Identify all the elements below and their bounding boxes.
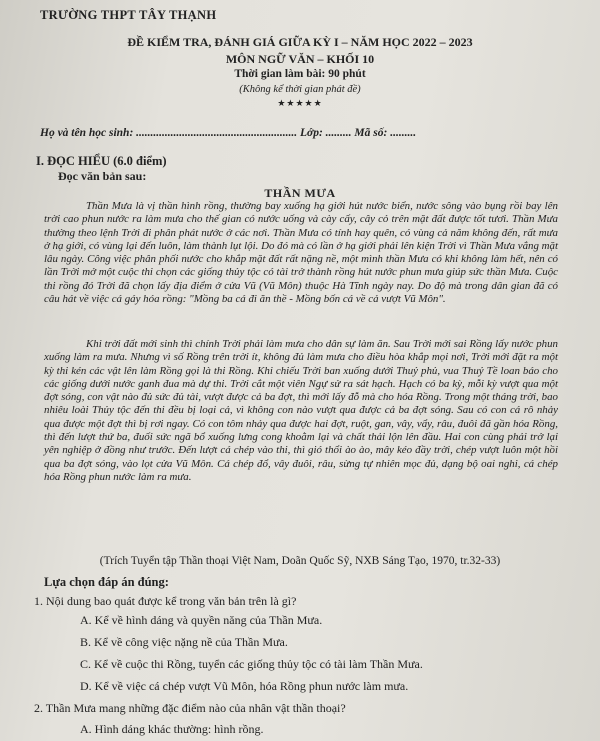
- duration-line: Thời gian làm bài: 90 phút: [234, 68, 366, 80]
- exam-title: ĐỀ KIỂM TRA, ĐÁNH GIÁ GIỮA KỲ I – NĂM HỌC 2022 – 2023: [127, 35, 473, 49]
- school-name: TRƯỜNG THPT TÂY THẠNH: [40, 8, 217, 22]
- read-instruction: Đọc văn bản sau:: [58, 169, 147, 183]
- section-heading: I. ĐỌC HIỂU (6.0 điểm): [36, 154, 167, 168]
- question-2: 2. Thần Mưa mang những đặc điểm nào của nhân vật thần thoại?: [34, 701, 346, 715]
- question-1-option-c: C. Kể về cuộc thi Rồng, tuyển các giống thủy tộc có tài làm Thần Mưa.: [80, 657, 423, 671]
- student-info-line: Họ và tên học sinh: ........................................................ Lớp: ......... Mã số: .........: [40, 127, 417, 139]
- question-1-option-b: B. Kể về công việc nặng nề của Thần Mưa.: [80, 635, 288, 649]
- stars-divider: ★★★★★: [277, 98, 323, 108]
- question-1: 1. Nội dung bao quát được kể trong văn bản trên là gì?: [34, 594, 297, 608]
- choose-heading: Lựa chọn đáp án đúng:: [44, 575, 169, 589]
- question-2-option-a: A. Hình dáng khác thường: hình rồng.: [80, 722, 264, 736]
- question-1-option-a: A. Kể về hình dáng và quyền năng của Thần Mưa.: [80, 613, 323, 627]
- subject-line: MÔN NGỮ VĂN – KHỐI 10: [225, 52, 375, 66]
- passage-title: THẦN MƯA: [264, 186, 336, 200]
- passage-paragraph-1: Thần Mưa là vị thần hình rồng, thường bay xuống hạ giới hút nước biển, nước sông vào bụng rồi bay lên trời cao phun nước ra làm mưa cho thế gian có nước uống và cày cấy, cây cỏ trên mặt đất được tốt tươi. Thần Mưa thường theo lệnh Trời đi phân phát nước ở các nơi. Thần Mưa có tính hay quên, có vùng cả năm không đến, rất mưa ở hạ giới, có vùng lại đến luôn, làm thành lụt lội. Do đó mà có lần ở hạ giới phải lên kiện Trời vì Thần Mưa vắng mặt lâu ngày. Công việc phân phối nước cho khắp mặt đất rất nặng nề, một mình thần Mưa có khi không làm hết, nên có lần Trời mở một cuộc thi chọn các giống thủy tộc có tài trở thành rồng hút nước phun mưa giúp sức thần Mưa. Cuộc thi rồng đó Trời đã chọn lấy địa điểm ở cửa Vũ (Vũ Môn) thuộc Hà Tĩnh ngày nay. Do độ mà trong dân gian đã có câu hát về việc cá gáy hóa rồng: "Mồng ba cá đi ăn thề - Mồng bốn cá về cả vượt Vũ Môn".: [44, 200, 558, 306]
- duration-note: (Không kể thời gian phát đề): [239, 84, 361, 95]
- question-1-option-d: D. Kể về việc cá chép vượt Vũ Môn, hóa Rồng phun nước làm mưa.: [80, 679, 409, 693]
- passage-source: (Trích Tuyển tập Thần thoại Việt Nam, Doãn Quốc Sỹ, NXB Sáng Tạo, 1970, tr.32-33): [99, 555, 501, 567]
- passage-paragraph-2: Khi trời đất mới sinh thì chính Trời phải làm mưa cho dân sự làm ăn. Sau Trời mới sai Rồng lấy nước phun xuống làm ra mưa. Nhưng vì số Rồng trên trời ít, không đủ làm mưa cho điều hòa khắp mọi nơi, Trời mới đặt ra một kỳ thi kén các vật lên làm Rồng gọi là thi Rồng. Khi chiếu Trời ban xuống dưới Thuỷ phủ, vua Thuỷ Tề loan báo cho các giống dưới nước ganh đua mà dự thi. Trời cắt một viên Ngự sử ra sát hạch. Hạch có ba kỳ, mỗi kỳ vượt qua một đợt sóng, con vật nào đủ sức đủ tài, vượt được cả ba đợt, thì mới lấy đỗ mà cho hóa Rồng. Trong một tháng trời, bao nhiêu loài Thủy tộc đến thi đều bị loại cả, vì không con nào vượt qua được cả ba đợt sóng. Sau có con cá rô nhảy qua được một đợt thì bị rơi ngay. Có con tôm nhảy qua được hai đợt, ruột, gan, vây, vẩy, râu, đuôi đã gần hóa Rồng, thì đến lượt thứ ba, đuối sức ngã bổ xuống lưng cong khoằm lại và chất thải lộn lên đầu. Hai con cùng phải trở lại yên nghiệp ở đồng như trước. Đến lượt cá chép vào thi, thì gió thổi ào ào, mây kéo đầy trời, chép vượt luôn một hồi qua ba đợt sóng, vào lọt cửa Vũ Môn. Cá chép đổ, vây đuôi, râu, sừng tự nhiên mọc đủ, dạng bộ oai nghi, cá chép hóa Rồng phun nước làm ra mưa.: [44, 338, 558, 483]
